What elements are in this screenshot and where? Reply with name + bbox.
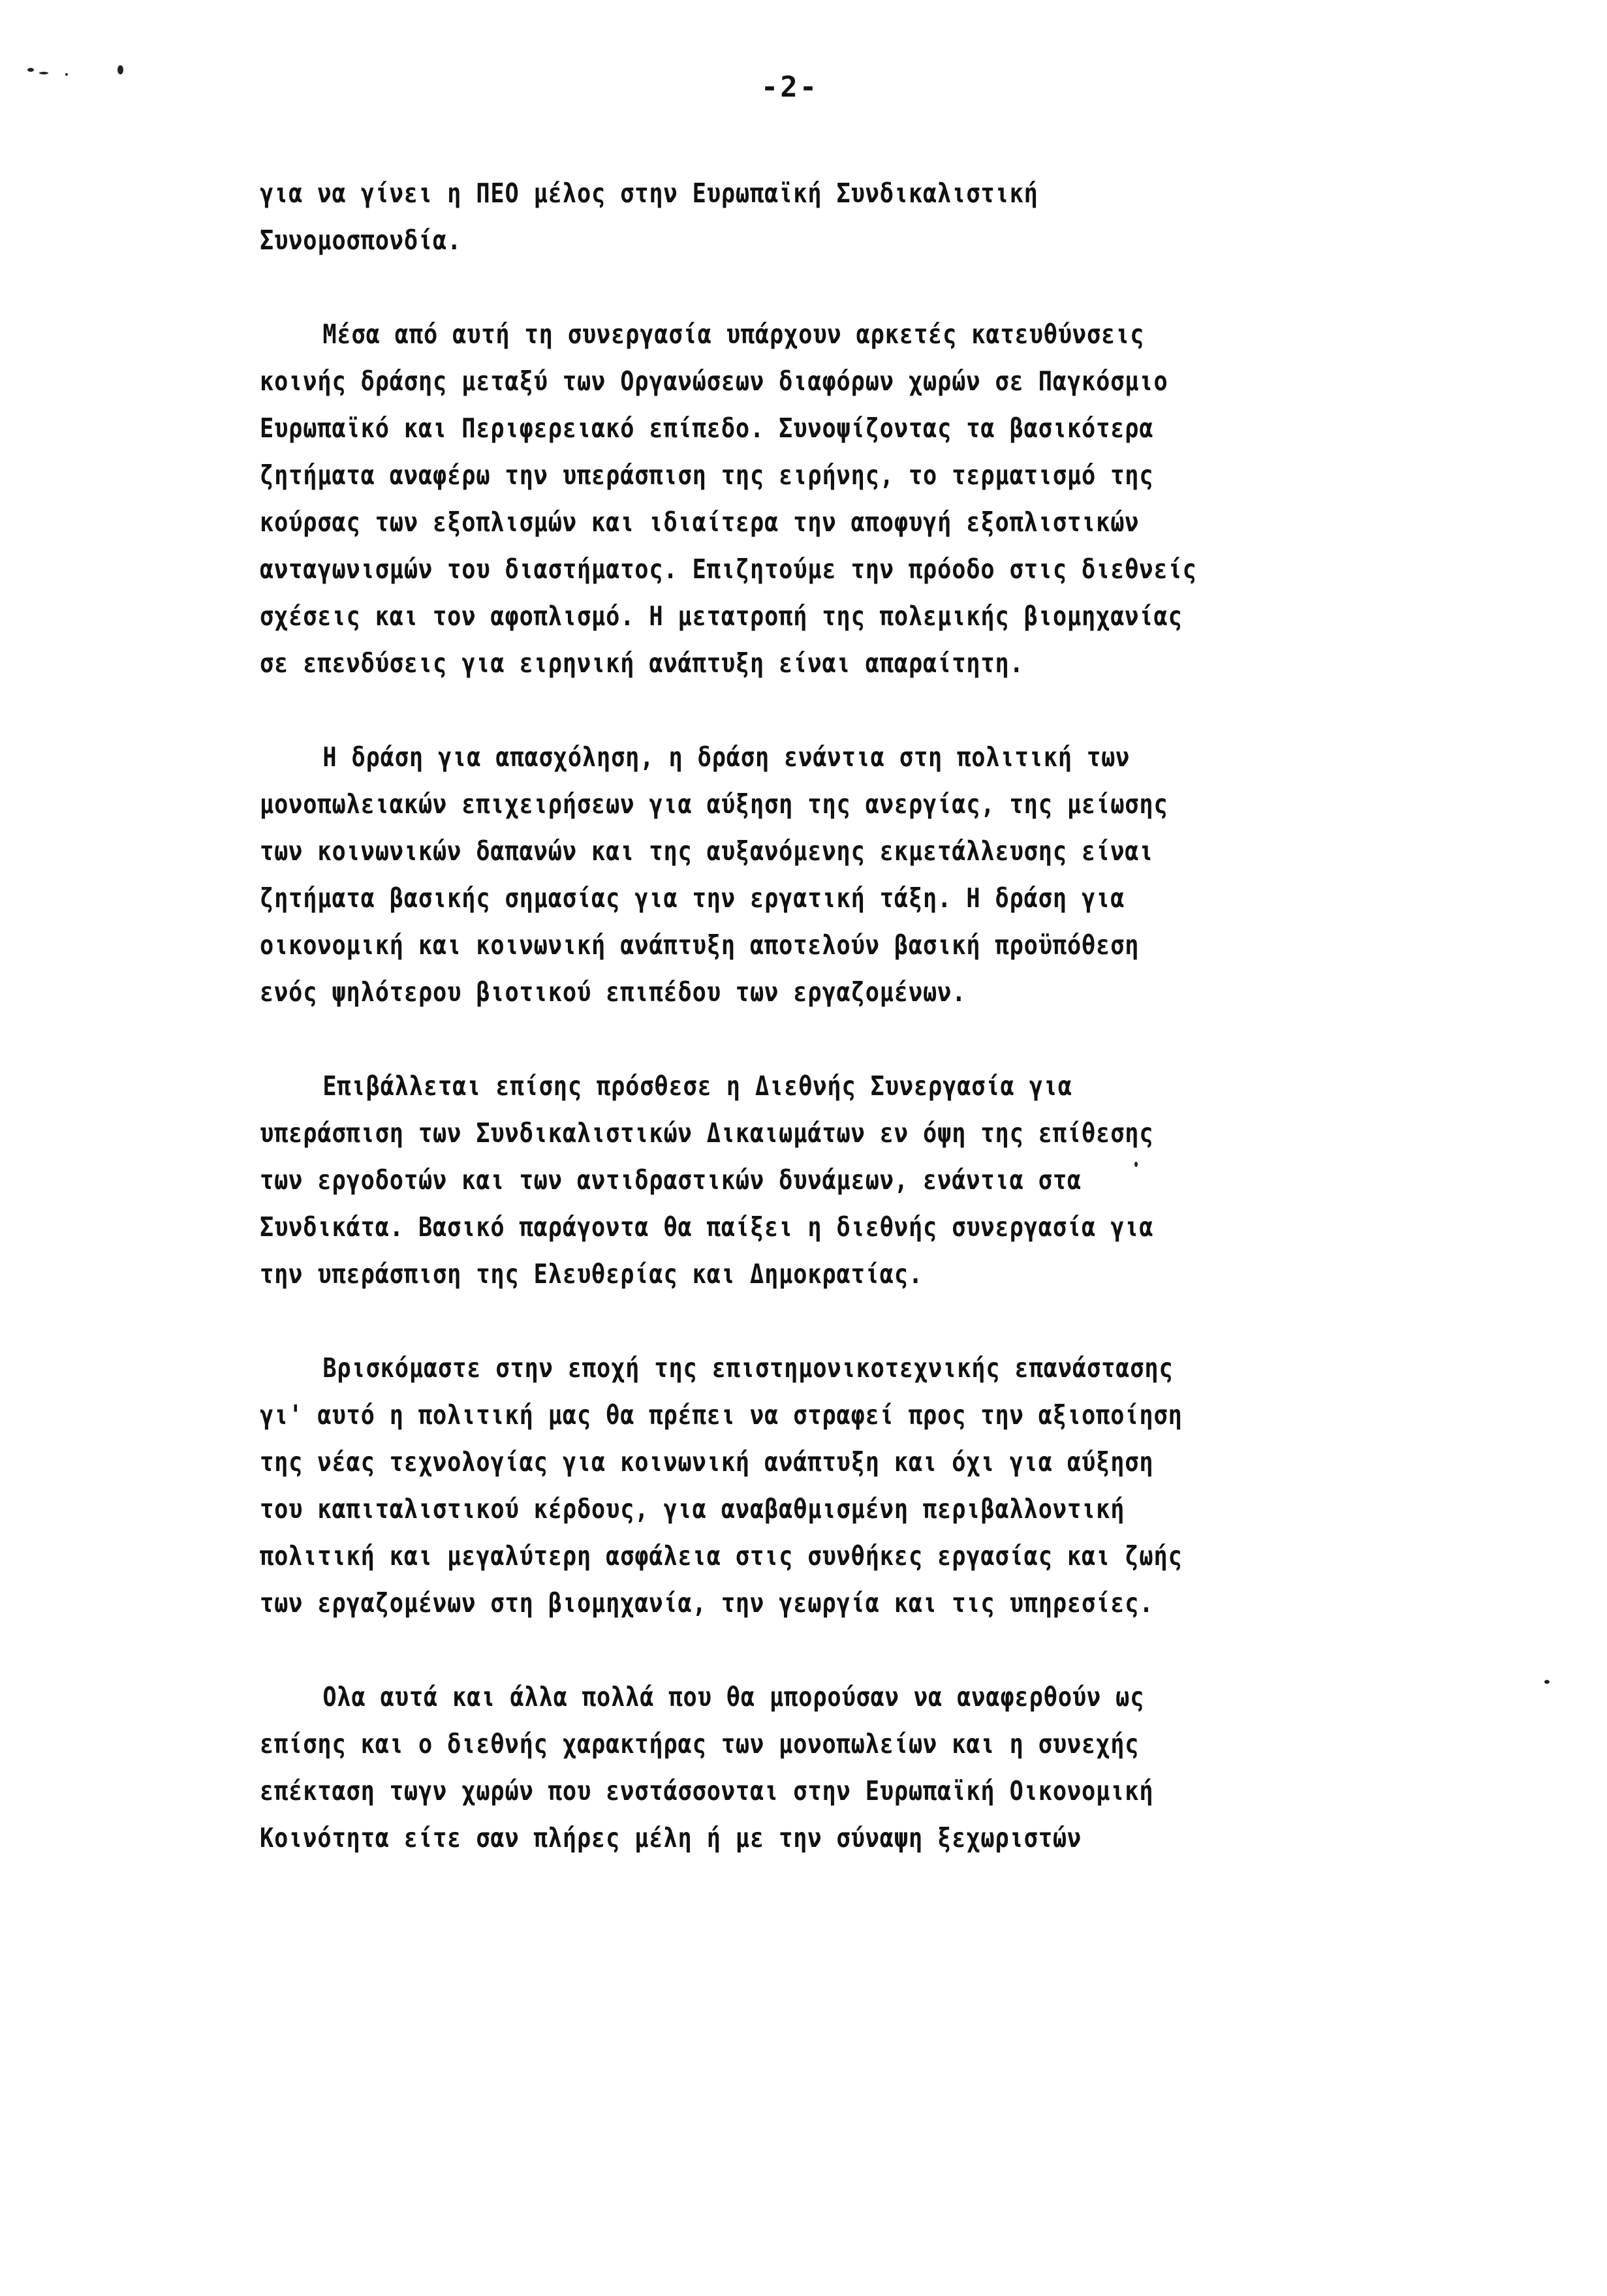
paragraph: [260, 1344, 1248, 1626]
text-line: γι' αυτό η πολιτική μας θα πρέπει να στραφεί προς την αξιοποίηση: [260, 1399, 1183, 1431]
scan-speck: [117, 65, 123, 74]
text-line: Μέσα από αυτή τη συνεργασία υπάρχουν αρκετές κατευθύνσεις: [322, 318, 1145, 350]
text-line: επίσης και ο διεθνής χαρακτήρας των μονοπωλείων και η συνεχής: [260, 1728, 1140, 1760]
text-line: Συνδικάτα. Βασικό παράγοντα θα παίξει η διεθνής συνεργασία για: [260, 1211, 1154, 1243]
paragraph: [260, 1673, 1248, 1861]
text-line: Συνομοσπονδία.: [260, 225, 462, 256]
text-line: πολιτική και μεγαλύτερη ασφάλεια στις συνθήκες εργασίας και ζωής: [260, 1540, 1183, 1572]
text-line: των εργοδοτών και των αντιδραστικών δυνάμεων, ενάντια στα: [260, 1164, 1082, 1196]
text-line: των κοινωνικών δαπανών και της αυξανόμενης εκμετάλλευσης είναι: [260, 835, 1154, 867]
text-line: Ολα αυτά και άλλα πολλά που θα μπορούσαν να αναφερθούν ως: [322, 1681, 1145, 1713]
document-body: [260, 170, 1248, 1908]
paragraph: [260, 311, 1248, 687]
scan-speck: [39, 72, 48, 74]
text-line: υπεράσπιση των Συνδικαλιστικών Δικαιωμάτων εν όψη της επίθεσης: [260, 1117, 1154, 1149]
text-line: κούρσας των εξοπλισμών και ιδιαίτερα την αποφυγή εξοπλιστικών: [260, 506, 1140, 538]
paragraph: [260, 734, 1248, 1016]
text-line: για να γίνει η ΠΕΟ μέλος στην Ευρωπαϊκή Συνδικαλιστική: [260, 178, 1038, 209]
text-line: την υπεράσπιση της Ελευθερίας και Δημοκρατίας.: [260, 1258, 924, 1290]
text-line: σχέσεις και τον αφοπλισμό. Η μετατροπή της πολεμικής βιομηχανίας: [260, 600, 1183, 632]
scan-speck: [65, 73, 68, 76]
text-line: Κοινότητα είτε σαν πλήρες μέλη ή με την σύναψη ξεχωριστών: [260, 1822, 1082, 1854]
scan-speck: [1544, 1680, 1550, 1684]
text-line: οικονομική και κοινωνική ανάπτυξη αποτελούν βασική προϋπόθεση: [260, 929, 1140, 961]
scan-speck: [27, 68, 34, 72]
text-line: ζητήματα βασικής σημασίας για την εργατική τάξη. Η δράση για: [260, 882, 1125, 914]
text-line: ανταγωνισμών του διαστήματος. Επιζητούμε την πρόοδο στις διεθνείς: [260, 553, 1197, 585]
paragraph: [260, 170, 1248, 264]
text-line: του καπιταλιστικού κέρδους, για αναβαθμισμένη περιβαλλοντική: [260, 1493, 1125, 1525]
text-line: ενός ψηλότερου βιοτικού επιπέδου των εργαζομένων.: [260, 976, 967, 1008]
text-line: ζητήματα αναφέρω την υπεράσπιση της ειρήνης, το τερματισμό της: [260, 459, 1154, 491]
text-line: επέκταση τωγν χωρών που ενστάσσονται στην Ευρωπαϊκή Οικονομική: [260, 1775, 1154, 1807]
text-line: των εργαζομένων στη βιομηχανία, την γεωργία και τις υπηρεσίες.: [260, 1587, 1154, 1619]
paragraph: [260, 1063, 1248, 1297]
text-line: Η δράση για απασχόληση, η δράση ενάντια στη πολιτική των: [322, 741, 1131, 773]
text-line: κοινής δράσης μεταξύ των Οργανώσεων διαφόρων χωρών σε Παγκόσμιο: [260, 365, 1168, 397]
page-number: -2-: [760, 70, 819, 104]
text-line: Ευρωπαϊκό και Περιφερειακό επίπεδο. Συνοψίζοντας τα βασικότερα: [260, 412, 1154, 444]
text-line: σε επενδύσεις για ειρηνική ανάπτυξη είναι απαραίτητη.: [260, 647, 1024, 679]
text-line: μονοπωλειακών επιχειρήσεων για αύξηση της ανεργίας, της μείωσης: [260, 788, 1168, 820]
text-line: Επιβάλλεται επίσης πρόσθεσε η Διεθνής Συνεργασία για: [322, 1070, 1072, 1102]
text-line: της νέας τεχνολογίας για κοινωνική ανάπτυξη και όχι για αύξηση: [260, 1446, 1154, 1478]
text-line: Βρισκόμαστε στην εποχή της επιστημονικοτεχνικής επανάστασης: [322, 1352, 1174, 1384]
